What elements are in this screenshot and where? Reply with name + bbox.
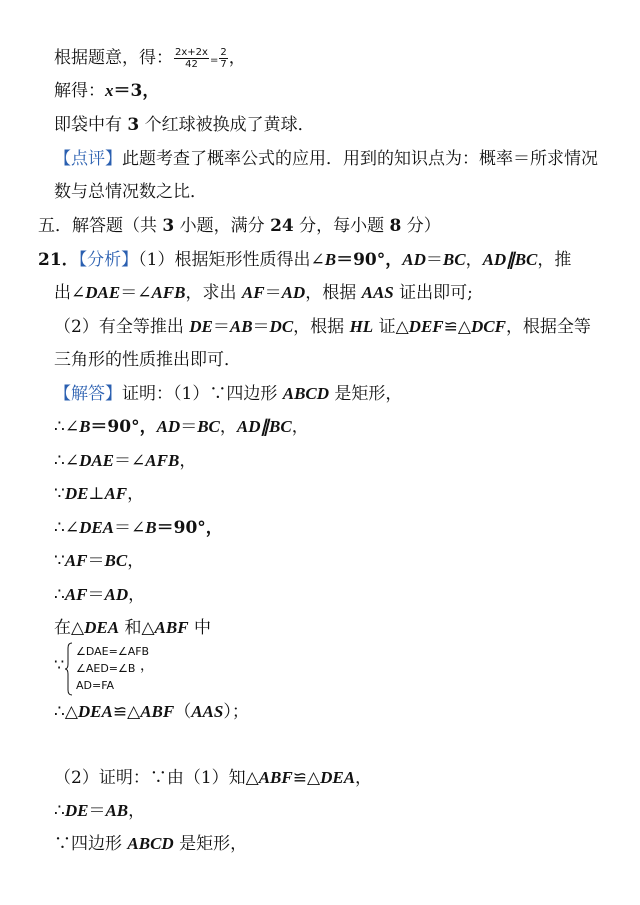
heading-part: 分） xyxy=(401,216,441,236)
text: ＝90°， xyxy=(156,518,223,538)
heading-part: 五．解答题（共 xyxy=(38,216,163,236)
equation-suffix: ， xyxy=(228,48,246,68)
text: ， xyxy=(179,451,197,471)
text: （2）有全等推出 xyxy=(54,317,190,337)
math: B xyxy=(79,417,91,436)
proof-step xyxy=(54,616,211,640)
math: AAS xyxy=(361,283,394,302)
fraction-left xyxy=(174,47,209,70)
math: AF xyxy=(64,585,88,604)
math: DE xyxy=(64,484,89,503)
equals-sign: = xyxy=(209,55,219,66)
math: DEA xyxy=(84,618,120,637)
text: ≌△ xyxy=(292,768,321,788)
condition-row: ∠DAE=∠AFB xyxy=(76,645,150,658)
text: ， xyxy=(127,484,145,504)
math: DEF xyxy=(408,317,444,336)
text: ∴∠ xyxy=(54,518,80,538)
math: AF xyxy=(104,484,128,503)
because-symbol: ∵ xyxy=(54,655,65,674)
math: DAE xyxy=(85,283,121,302)
text: ，根据 xyxy=(293,317,350,337)
text: ， xyxy=(219,417,237,437)
text: （1）根据矩形性质得出∠ xyxy=(138,250,325,270)
math: ABCD xyxy=(127,834,174,853)
comment-tag: 【点评】 xyxy=(54,149,122,169)
proof-step xyxy=(54,583,145,607)
proof-part2 xyxy=(54,766,372,790)
line-solution xyxy=(54,79,159,103)
line-comment xyxy=(54,147,598,171)
line-analysis xyxy=(38,248,571,272)
math: AB xyxy=(229,317,253,336)
text: ＝∠ xyxy=(120,283,152,303)
math: DC xyxy=(269,317,294,336)
answer-tag: 【解答】 xyxy=(54,384,122,404)
math: ABF xyxy=(258,768,293,787)
text: 三角形的性质推出即可． xyxy=(54,350,241,370)
proof-step xyxy=(54,799,145,823)
text: ∴ xyxy=(54,801,65,821)
text: ≌△ xyxy=(112,702,141,722)
comment-text-continued: 数与总情况数之比． xyxy=(54,182,207,202)
fraction-left-denominator: 42 xyxy=(185,59,198,70)
condition-rows xyxy=(76,643,149,694)
text: ∴∠ xyxy=(54,451,80,471)
text: ＝∠ xyxy=(114,451,146,471)
system-trailing-comma: ， xyxy=(140,658,154,674)
text: ，根据 xyxy=(305,283,362,303)
text: ＝90°， xyxy=(90,417,157,437)
text: ）； xyxy=(223,702,249,722)
heading-count: 3 xyxy=(162,216,175,236)
text: ∵ xyxy=(54,551,65,571)
text: ＝ xyxy=(88,801,106,821)
line-equation xyxy=(54,41,246,75)
math: ABCD xyxy=(282,384,330,403)
text: ＝ xyxy=(425,250,443,270)
math: AAS xyxy=(191,702,224,721)
math: BC xyxy=(104,551,128,570)
text: ， xyxy=(127,551,145,571)
math: ABF xyxy=(140,702,175,721)
proof-step xyxy=(54,832,247,856)
heading-total: 24 xyxy=(270,216,294,236)
text: ＝ xyxy=(252,317,270,337)
text: ∵四边形 xyxy=(54,834,128,854)
line-conclusion xyxy=(54,113,315,137)
question-number: 21． xyxy=(38,250,79,270)
text: 在△ xyxy=(54,618,85,638)
line-analysis-continued xyxy=(54,281,473,305)
text: ， xyxy=(355,768,373,788)
line-comment-continued xyxy=(54,180,207,204)
fraction-right xyxy=(219,47,227,70)
math: DEA xyxy=(79,518,115,537)
proof-step xyxy=(54,482,144,506)
analysis-tag: 【分析】 xyxy=(78,250,139,270)
math: AD xyxy=(402,250,426,269)
math: DAE xyxy=(79,451,115,470)
proof-step xyxy=(54,516,223,540)
math: BC xyxy=(197,417,220,436)
math: BC xyxy=(442,250,466,269)
text: 证出即可; xyxy=(393,283,473,303)
math: BC xyxy=(269,417,292,436)
math: AD xyxy=(104,585,129,604)
math: ∥ xyxy=(506,250,515,269)
math: DE xyxy=(64,801,89,820)
text: ，推 xyxy=(537,250,572,270)
text: ＝ xyxy=(264,283,282,303)
text: ，求出 xyxy=(185,283,242,303)
text: ，根据全等 xyxy=(505,317,591,337)
text: ∵ xyxy=(54,484,65,504)
math: ABF xyxy=(154,618,189,637)
math: AD xyxy=(156,417,181,436)
left-brace-icon xyxy=(64,642,74,696)
solution-variable: x xyxy=(105,81,114,100)
fraction-left-numerator: 2x+2x xyxy=(175,47,208,58)
conclusion-count: 3 xyxy=(127,115,140,135)
condition-row: ∠AED=∠B xyxy=(76,662,136,675)
line-analysis-part2 xyxy=(54,315,591,339)
text: 是矩形， xyxy=(173,834,248,854)
text: 中 xyxy=(188,618,211,638)
solution-value: ＝3， xyxy=(113,81,160,101)
proof-step xyxy=(54,700,249,724)
math: BC xyxy=(514,250,538,269)
text: ∴ xyxy=(54,585,65,605)
text: 证明：（1）∵四边形 xyxy=(122,384,283,404)
math: ∥ xyxy=(260,417,270,436)
line-answer xyxy=(54,382,402,406)
math: B xyxy=(145,518,157,537)
math: AF xyxy=(64,551,88,570)
math: AF xyxy=(241,283,265,302)
text: ⊥ xyxy=(88,484,105,504)
text: （ xyxy=(174,702,192,722)
text: ＝90°， xyxy=(336,250,403,270)
proof-step xyxy=(54,449,196,473)
text: 出∠ xyxy=(54,283,86,303)
math: AFB xyxy=(145,451,180,470)
text: 证△ xyxy=(373,317,409,337)
text: ∴△ xyxy=(54,702,78,722)
text: ， xyxy=(128,801,146,821)
condition-system xyxy=(54,641,214,697)
math: DEA xyxy=(77,702,113,721)
text: 是矩形， xyxy=(329,384,403,404)
heading-each: 8 xyxy=(389,216,402,236)
text: ， xyxy=(465,250,483,270)
text: ＝ xyxy=(180,417,198,437)
math: AD xyxy=(236,417,261,436)
math: DCF xyxy=(470,317,506,336)
conclusion-prefix: 即袋中有 xyxy=(54,115,128,135)
text: ≌△ xyxy=(443,317,471,337)
heading-part: 小题，满分 xyxy=(174,216,271,236)
fraction-right-numerator: 2 xyxy=(220,47,227,58)
math: DE xyxy=(189,317,213,336)
text: ＝ xyxy=(87,551,105,571)
text: ＝∠ xyxy=(114,518,146,538)
text: ∴∠ xyxy=(54,417,80,437)
math: AD xyxy=(482,250,507,269)
math: AB xyxy=(105,801,129,820)
text: ， xyxy=(291,417,309,437)
comment-text: 此题考查了概率公式的应用．用到的知识点为：概率＝所求情况 xyxy=(122,149,598,169)
proof-step xyxy=(54,549,144,573)
heading-part: 分，每小题 xyxy=(293,216,390,236)
equation-prefix: 根据题意，得： xyxy=(54,48,173,68)
conclusion-suffix: 个红球被换成了黄球． xyxy=(139,115,315,135)
math: AFB xyxy=(151,283,186,302)
fraction-right-denominator: 7 xyxy=(220,59,227,70)
solution-prefix: 解得： xyxy=(54,81,105,101)
math: AD xyxy=(281,283,306,302)
text: （2）证明：∵由（1）知△ xyxy=(54,768,259,788)
proof-step xyxy=(54,415,309,439)
math: B xyxy=(324,250,337,269)
text: ＝ xyxy=(212,317,230,337)
line-analysis-part2-continued xyxy=(54,348,241,372)
text: ， xyxy=(128,585,146,605)
math: HL xyxy=(349,317,374,336)
condition-row: AD=FA xyxy=(76,679,115,692)
text: ＝ xyxy=(87,585,105,605)
text: 和△ xyxy=(119,618,155,638)
math: DEA xyxy=(320,768,356,787)
section-heading xyxy=(38,214,441,238)
